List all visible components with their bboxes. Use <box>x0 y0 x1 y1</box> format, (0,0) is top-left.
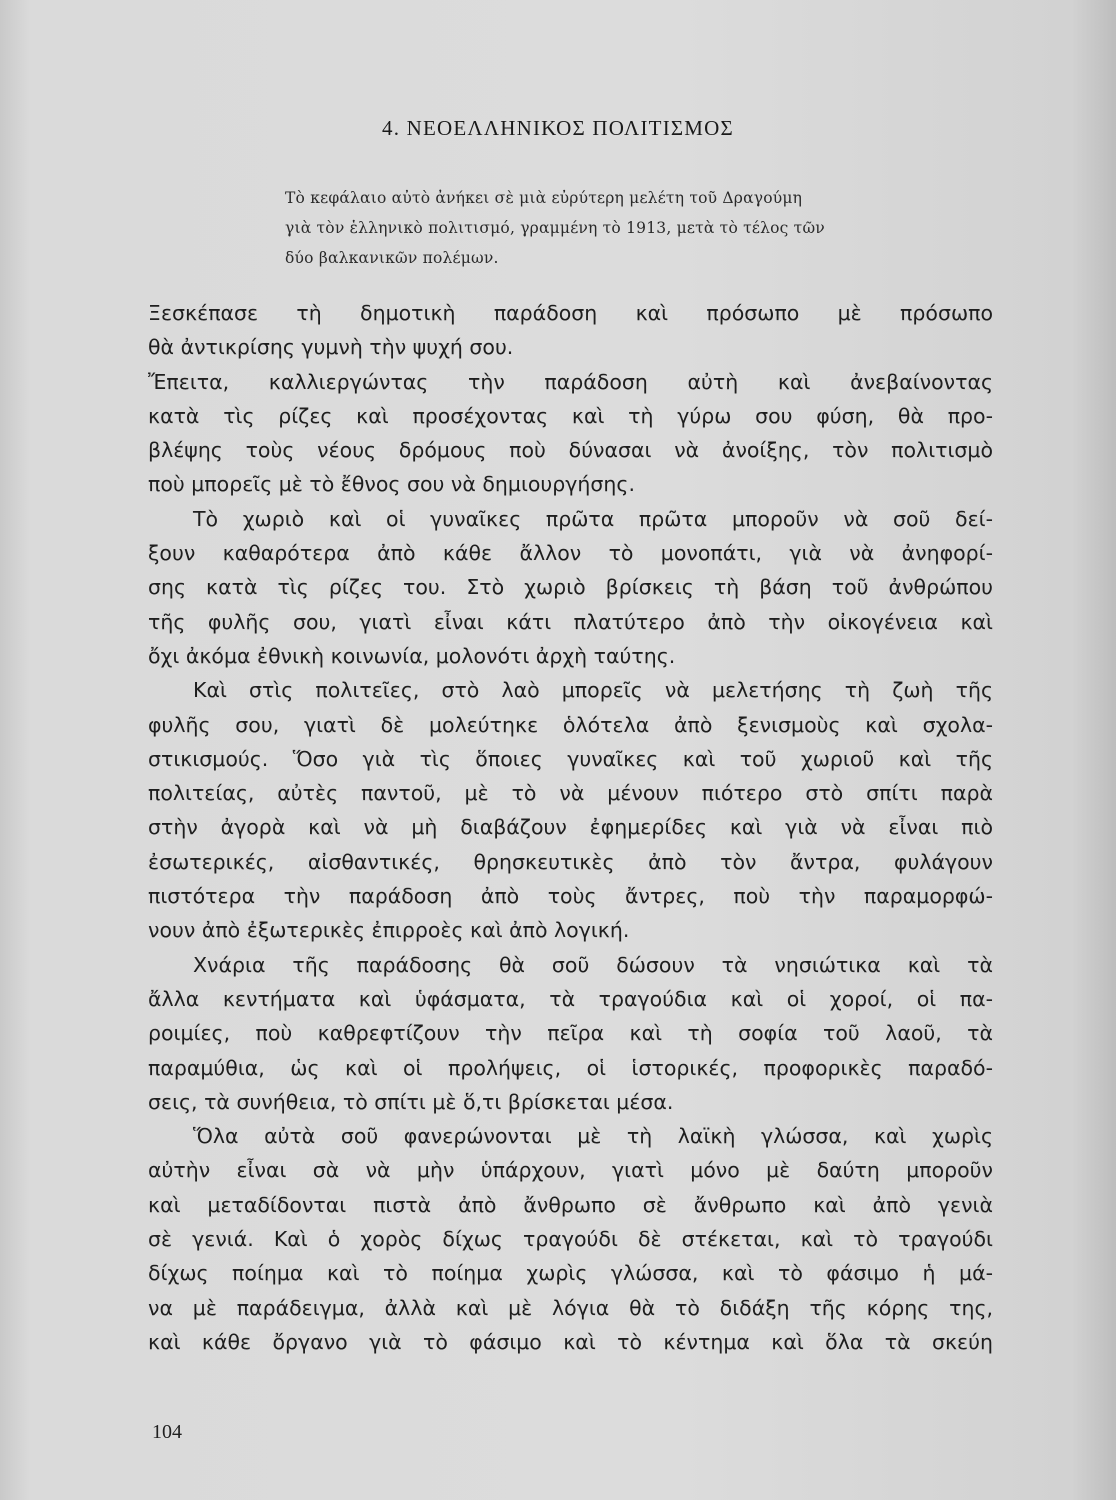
text-line: δίχως ποίημα καὶ τὸ ποίημα χωρὶς γλώσσα, καὶ τὸ φάσιμο ἡ μά- <box>148 1261 993 1286</box>
text-line: Χνάρια τῆς παράδοσης θὰ σοῦ δώσουν τὰ νησιώτικα καὶ τὰ <box>193 952 993 977</box>
text-line: Ὅλα αὐτὰ σοῦ φανερώνονται μὲ τὴ λαϊκὴ γλώσσα, καὶ χωρὶς <box>193 1124 993 1149</box>
text-line: φυλῆς σου, γιατὶ δὲ μολεύτηκε ὁλότελα ἀπὸ ξενισμοὺς καὶ σχολα- <box>148 712 993 737</box>
body-text <box>148 296 993 1359</box>
text-line: πολιτείας, αὐτὲς παντοῦ, μὲ τὸ νὰ μένουν πιότερο στὸ σπίτι παρὰ <box>148 781 993 806</box>
text-line: ξουν καθαρότερα ἀπὸ κάθε ἄλλον τὸ μονοπάτι, γιὰ νὰ ἀνηφορί- <box>148 541 993 566</box>
intro-line: δύο βαλκανικῶν πολέμων. <box>285 249 499 267</box>
text-line: Καὶ στὶς πολιτεῖες, στὸ λαὸ μπορεῖς νὰ μελετήσης τὴ ζωὴ τῆς <box>193 678 993 703</box>
text-line: στικισμούς. Ὅσο γιὰ τὶς ὅποιες γυναῖκες καὶ τοῦ χωριοῦ καὶ τῆς <box>148 746 993 771</box>
text-line: να μὲ παράδειγμα, ἀλλὰ καὶ μὲ λόγια θὰ τὸ διδάξη τῆς κόρης της, <box>148 1295 993 1320</box>
text-line: σης κατὰ τὶς ρίζες του. Στὸ χωριὸ βρίσκεις τὴ βάση τοῦ ἀνθρώπου <box>148 575 993 600</box>
text-line: σεις, τὰ συνήθεια, τὸ σπίτι μὲ ὅ,τι βρίσκεται μέσα. <box>148 1089 674 1114</box>
text-line: κατὰ τὶς ρίζες καὶ προσέχοντας καὶ τὴ γύρω σου φύση, θὰ προ- <box>148 403 993 428</box>
text-line: στὴν ἀγορὰ καὶ νὰ μὴ διαβάζουν ἐφημερίδες καὶ γιὰ νὰ εἶναι πιὸ <box>148 815 993 840</box>
intro-line: γιὰ τὸν ἑλληνικὸ πολιτισμό, γραμμένη τὸ 1913, μετὰ τὸ τέλος τῶν <box>285 219 825 237</box>
intro-line: Τὸ κεφάλαιο αὐτὸ ἀνήκει σὲ μιὰ εὐρύτερη μελέτη τοῦ Δραγούμη <box>285 189 803 207</box>
text-line: ἄλλα κεντήματα καὶ ὑφάσματα, τὰ τραγούδια καὶ οἱ χοροί, οἱ πα- <box>148 986 993 1011</box>
text-line: τῆς φυλῆς σου, γιατὶ εἶναι κάτι πλατύτερο ἀπὸ τὴν οἰκογένεια καὶ <box>148 609 993 634</box>
text-line: καὶ κάθε ὄργανο γιὰ τὸ φάσιμο καὶ τὸ κέντημα καὶ ὅλα τὰ σκεύη <box>148 1329 993 1354</box>
text-line: ροιμίες, ποὺ καθρεφτίζουν τὴν πεῖρα καὶ τὴ σοφία τοῦ λαοῦ, τὰ <box>148 1021 993 1046</box>
text-line: παραμύθια, ὡς καὶ οἱ προλήψεις, οἱ ἱστορικές, προφορικὲς παραδό- <box>148 1055 993 1080</box>
text-line: πιστότερα τὴν παράδοση ἀπὸ τοὺς ἄντρες, ποὺ τὴν παραμορφώ- <box>148 884 993 909</box>
chapter-intro-note <box>285 183 985 273</box>
text-line: Ἔπειτα, καλλιεργώντας τὴν παράδοση αὐτὴ καὶ ἀνεβαίνοντας <box>148 369 993 394</box>
text-line: Ξεσκέπασε τὴ δημοτικὴ παράδοση καὶ πρόσωπο μὲ πρόσωπο <box>148 301 993 325</box>
text-line: βλέψης τοὺς νέους δρόμους ποὺ δύνασαι νὰ ἀνοίξης, τὸν πολιτισμὸ <box>148 438 993 463</box>
text-line: θὰ ἀντικρίσης γυμνὴ τὴν ψυχή σου. <box>148 335 514 360</box>
page-number: 104 <box>152 1421 182 1443</box>
text-line: ἐσωτερικές, αἰσθαντικές, θρησκευτικὲς ἀπὸ τὸν ἄντρα, φυλάγουν <box>148 849 993 874</box>
text-line: αὐτὴν εἶναι σὰ νὰ μὴν ὑπάρχουν, γιατὶ μόνο μὲ δαύτη μποροῦν <box>148 1158 993 1183</box>
text-line: σὲ γενιά. Καὶ ὁ χορὸς δίχως τραγούδι δὲ στέκεται, καὶ τὸ τραγούδι <box>148 1227 993 1252</box>
text-line: Τὸ χωριὸ καὶ οἱ γυναῖκες πρῶτα πρῶτα μποροῦν νὰ σοῦ δεί- <box>193 506 993 531</box>
text-line: ὄχι ἀκόμα ἐθνικὴ κοινωνία, μολονότι ἀρχὴ ταύτης. <box>148 643 676 668</box>
chapter-title: 4. ΝΕΟΕΛΛΗΝΙΚΟΣ ΠΟΛΙΤΙΣΜΟΣ <box>382 116 734 140</box>
text-line: ποὺ μπορεῖς μὲ τὸ ἔθνος σου νὰ δημιουργήσης. <box>148 472 635 497</box>
text-line: νουν ἀπὸ ἐξωτερικὲς ἐπιρροὲς καὶ ἀπὸ λογική. <box>148 918 630 943</box>
text-line: καὶ μεταδίδονται πιστὰ ἀπὸ ἄνθρωπο σὲ ἄνθρωπο καὶ ἀπὸ γενιὰ <box>148 1192 993 1217</box>
